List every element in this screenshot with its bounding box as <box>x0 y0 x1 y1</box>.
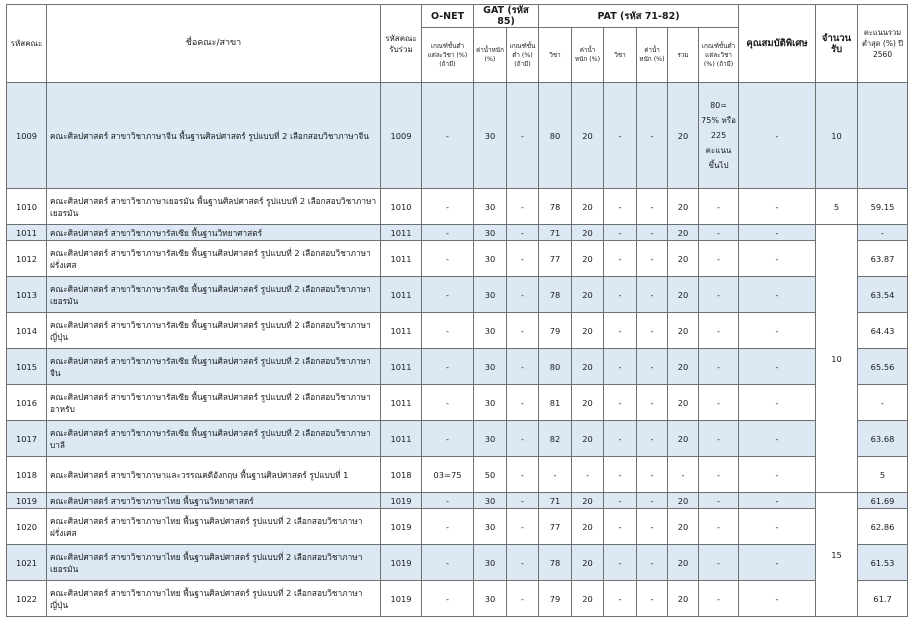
row-pat-total: 20 <box>668 83 699 189</box>
row-pat-total: 20 <box>668 385 699 421</box>
row-onet-min: - <box>422 225 474 241</box>
table-row <box>7 241 908 277</box>
row-pat-weight-1: 20 <box>572 509 604 545</box>
row-onet-min: - <box>422 545 474 581</box>
row-pat-min: - <box>699 545 739 581</box>
row-program-name: คณะศิลปศาสตร์ สาขาวิชาภาษาไทย พื้นฐานศิลปศาสตร์ รูปแบบที่ 2 เลือกสอบวิชาภาษาฝรั่งเศส <box>47 509 381 545</box>
row-pat-subject-1: 78 <box>539 189 572 225</box>
row-gat-weight: 30 <box>474 509 507 545</box>
row-code: 1013 <box>7 277 47 313</box>
table-row <box>7 493 908 509</box>
row-special: - <box>739 349 816 385</box>
row-pat-min: - <box>699 313 739 349</box>
row-code: 1019 <box>7 493 47 509</box>
row-pat-min: - <box>699 277 739 313</box>
row-pat-weight-1: 20 <box>572 545 604 581</box>
row-min-score: - <box>858 385 908 421</box>
header-pat-subject-1: วิชา <box>539 28 572 83</box>
row-pat-subject-2: - <box>604 385 637 421</box>
header-onet: O-NET <box>422 5 474 28</box>
row-seats: 10 <box>816 225 858 493</box>
table-row <box>7 277 908 313</box>
row-gat-weight: 30 <box>474 83 507 189</box>
row-gat-weight: 30 <box>474 313 507 349</box>
row-pat-weight-1: 20 <box>572 241 604 277</box>
row-special: - <box>739 241 816 277</box>
table-body <box>7 83 908 617</box>
row-min-score: 61.53 <box>858 545 908 581</box>
row-program-name: คณะศิลปศาสตร์ สาขาวิชาภาษารัสเซีย พื้นฐานศิลปศาสตร์ รูปแบบที่ 2 เลือกสอบวิชาภาษาอาหรับ <box>47 385 381 421</box>
row-pat-subject-2: - <box>604 349 637 385</box>
row-pat-min: - <box>699 241 739 277</box>
row-pat-subject-2: - <box>604 457 637 493</box>
row-pat-min: - <box>699 457 739 493</box>
row-joint-code: 1019 <box>381 545 422 581</box>
row-pat-subject-2: - <box>604 493 637 509</box>
header-pat-total: รวม <box>668 28 699 83</box>
table-row <box>7 545 908 581</box>
row-joint-code: 1019 <box>381 581 422 617</box>
row-pat-total: 20 <box>668 189 699 225</box>
row-pat-total: 20 <box>668 493 699 509</box>
row-joint-code: 1018 <box>381 457 422 493</box>
header-pat: PAT (รหัส 71-82) <box>539 5 739 28</box>
row-special: - <box>739 385 816 421</box>
row-gat-min: - <box>507 457 539 493</box>
row-special: - <box>739 225 816 241</box>
table-row <box>7 349 908 385</box>
row-pat-subject-2: - <box>604 421 637 457</box>
row-gat-weight: 30 <box>474 421 507 457</box>
row-pat-weight-2: - <box>637 83 668 189</box>
row-gat-weight: 30 <box>474 277 507 313</box>
row-gat-weight: 30 <box>474 241 507 277</box>
table-row <box>7 313 908 349</box>
row-special: - <box>739 277 816 313</box>
row-onet-min: - <box>422 83 474 189</box>
row-pat-subject-2: - <box>604 545 637 581</box>
row-gat-min: - <box>507 493 539 509</box>
row-min-score: 59.15 <box>858 189 908 225</box>
row-pat-weight-1: 20 <box>572 581 604 617</box>
table-row <box>7 421 908 457</box>
row-pat-subject-2: - <box>604 189 637 225</box>
row-pat-weight-2: - <box>637 493 668 509</box>
row-joint-code: 1011 <box>381 421 422 457</box>
row-pat-total: 20 <box>668 421 699 457</box>
row-gat-min: - <box>507 385 539 421</box>
row-onet-min: - <box>422 509 474 545</box>
header-min-score: คะแนนรวมต่ำสุด (%) ปี 2560 <box>858 5 908 83</box>
header-gat-min: เกณฑ์ขั้นต่ำ (%) (ถ้ามี) <box>507 28 539 83</box>
row-pat-weight-1: 20 <box>572 349 604 385</box>
row-gat-min: - <box>507 509 539 545</box>
row-min-score: 63.54 <box>858 277 908 313</box>
row-pat-weight-2: - <box>637 189 668 225</box>
row-joint-code: 1011 <box>381 349 422 385</box>
header-joint-code: รหัสคณะรับร่วม <box>381 5 422 83</box>
row-pat-subject-1: - <box>539 457 572 493</box>
row-gat-weight: 30 <box>474 493 507 509</box>
row-pat-subject-1: 71 <box>539 225 572 241</box>
row-pat-total: 20 <box>668 313 699 349</box>
row-pat-weight-1: 20 <box>572 385 604 421</box>
row-pat-weight-2: - <box>637 421 668 457</box>
header-seats: จำนวนรับ <box>816 5 858 83</box>
row-pat-weight-2: - <box>637 313 668 349</box>
row-pat-min: - <box>699 385 739 421</box>
row-code: 1021 <box>7 545 47 581</box>
row-pat-weight-2: - <box>637 509 668 545</box>
row-pat-subject-2: - <box>604 241 637 277</box>
table-row <box>7 225 908 241</box>
row-code: 1020 <box>7 509 47 545</box>
row-onet-min: - <box>422 385 474 421</box>
row-gat-min: - <box>507 225 539 241</box>
row-min-score: 65.56 <box>858 349 908 385</box>
row-program-name: คณะศิลปศาสตร์ สาขาวิชาภาษารัสเซีย พื้นฐานศิลปศาสตร์ รูปแบบที่ 2 เลือกสอบวิชาภาษาญี่ปุ่น <box>47 313 381 349</box>
admission-table <box>6 4 908 617</box>
row-pat-subject-1: 81 <box>539 385 572 421</box>
row-special: - <box>739 313 816 349</box>
row-code: 1011 <box>7 225 47 241</box>
row-code: 1016 <box>7 385 47 421</box>
row-pat-total: 20 <box>668 545 699 581</box>
table-row <box>7 581 908 617</box>
row-program-name: คณะศิลปศาสตร์ สาขาวิชาภาษารัสเซีย พื้นฐานศิลปศาสตร์ รูปแบบที่ 2 เลือกสอบวิชาภาษาฝรั่งเศส <box>47 241 381 277</box>
row-gat-min: - <box>507 581 539 617</box>
row-gat-min: - <box>507 313 539 349</box>
row-pat-total: 20 <box>668 509 699 545</box>
row-onet-min: - <box>422 241 474 277</box>
row-joint-code: 1011 <box>381 225 422 241</box>
row-pat-weight-2: - <box>637 349 668 385</box>
row-pat-subject-1: 80 <box>539 83 572 189</box>
row-pat-min: - <box>699 509 739 545</box>
row-onet-min: - <box>422 277 474 313</box>
row-min-score: 61.69 <box>858 493 908 509</box>
row-pat-subject-2: - <box>604 509 637 545</box>
header-pat-min: เกณฑ์ขั้นต่ำแต่ละวิชา (%) (ถ้ามี) <box>699 28 739 83</box>
row-min-score: 61.7 <box>858 581 908 617</box>
row-code: 1012 <box>7 241 47 277</box>
row-pat-min: - <box>699 225 739 241</box>
row-pat-min: - <box>699 189 739 225</box>
row-gat-weight: 30 <box>474 545 507 581</box>
row-pat-weight-1: 20 <box>572 493 604 509</box>
row-code: 1010 <box>7 189 47 225</box>
row-gat-min: - <box>507 83 539 189</box>
row-gat-min: - <box>507 277 539 313</box>
row-pat-weight-1: 20 <box>572 225 604 241</box>
row-joint-code: 1011 <box>381 313 422 349</box>
header-gat: GAT (รหัส 85) <box>474 5 539 28</box>
row-pat-subject-2: - <box>604 225 637 241</box>
row-program-name: คณะศิลปศาสตร์ สาขาวิชาภาษาไทย พื้นฐานศิลปศาสตร์ รูปแบบที่ 2 เลือกสอบวิชาภาษาเยอรมัน <box>47 545 381 581</box>
row-special: - <box>739 545 816 581</box>
table-row <box>7 457 908 493</box>
row-joint-code: 1019 <box>381 493 422 509</box>
row-gat-min: - <box>507 241 539 277</box>
table-row <box>7 509 908 545</box>
row-pat-weight-1: 20 <box>572 421 604 457</box>
header-code: รหัสคณะ <box>7 5 47 83</box>
row-gat-min: - <box>507 421 539 457</box>
row-code: 1014 <box>7 313 47 349</box>
row-code: 1015 <box>7 349 47 385</box>
row-joint-code: 1011 <box>381 277 422 313</box>
row-pat-subject-1: 82 <box>539 421 572 457</box>
row-pat-total: 20 <box>668 349 699 385</box>
row-pat-weight-2: - <box>637 545 668 581</box>
row-special: - <box>739 581 816 617</box>
row-program-name: คณะศิลปศาสตร์ สาขาวิชาภาษารัสเซีย พื้นฐานศิลปศาสตร์ รูปแบบที่ 2 เลือกสอบวิชาภาษาบาลี <box>47 421 381 457</box>
row-pat-subject-1: 71 <box>539 493 572 509</box>
row-program-name: คณะศิลปศาสตร์ สาขาวิชาภาษารัสเซีย พื้นฐานศิลปศาสตร์ รูปแบบที่ 2 เลือกสอบวิชาภาษาเยอรมัน <box>47 277 381 313</box>
row-code: 1009 <box>7 83 47 189</box>
row-pat-weight-2: - <box>637 225 668 241</box>
row-gat-weight: 30 <box>474 581 507 617</box>
header-name: ชื่อคณะ/สาขา <box>47 5 381 83</box>
row-special: - <box>739 421 816 457</box>
table-row <box>7 83 908 189</box>
table-row <box>7 189 908 225</box>
row-program-name: คณะศิลปศาสตร์ สาขาวิชาภาษารัสเซีย พื้นฐานศิลปศาสตร์ รูปแบบที่ 2 เลือกสอบวิชาภาษาจีน <box>47 349 381 385</box>
row-pat-weight-2: - <box>637 581 668 617</box>
row-pat-min: - <box>699 349 739 385</box>
row-joint-code: 1011 <box>381 385 422 421</box>
row-onet-min: 03=75 <box>422 457 474 493</box>
row-pat-total: - <box>668 457 699 493</box>
row-program-name: คณะศิลปศาสตร์ สาขาวิชาภาษาและวรรณคดีอังกฤษ พื้นฐานศิลปศาสตร์ รูปแบบที่ 1 <box>47 457 381 493</box>
header-special: คุณสมบัติพิเศษ <box>739 5 816 83</box>
row-program-name: คณะศิลปศาสตร์ สาขาวิชาภาษาเยอรมัน พื้นฐานศิลปศาสตร์ รูปแบบที่ 2 เลือกสอบวิชาภาษาเยอรมัน <box>47 189 381 225</box>
row-onet-min: - <box>422 581 474 617</box>
row-pat-subject-2: - <box>604 581 637 617</box>
row-code: 1018 <box>7 457 47 493</box>
admission-table-sheet <box>6 4 908 617</box>
row-onet-min: - <box>422 349 474 385</box>
row-pat-weight-2: - <box>637 385 668 421</box>
row-min-score: 63.68 <box>858 421 908 457</box>
row-program-name: คณะศิลปศาสตร์ สาขาวิชาภาษาไทย พื้นฐานวิทยาศาสตร์ <box>47 493 381 509</box>
row-min-score <box>858 83 908 189</box>
row-seats: 10 <box>816 83 858 189</box>
header-gat-weight: ค่าน้ำหนัก (%) <box>474 28 507 83</box>
header-onet-min: เกณฑ์ขั้นต่ำแต่ละวิชา (%) (ถ้ามี) <box>422 28 474 83</box>
row-joint-code: 1019 <box>381 509 422 545</box>
row-special: - <box>739 493 816 509</box>
row-pat-min: 80= 75% หรือ 225 คะแนน ขึ้นไป <box>699 83 739 189</box>
row-program-name: คณะศิลปศาสตร์ สาขาวิชาภาษาจีน พื้นฐานศิลปศาสตร์ รูปแบบที่ 2 เลือกสอบวิชาภาษาจีน <box>47 83 381 189</box>
row-pat-min: - <box>699 581 739 617</box>
header-pat-subject-2: วิชา <box>604 28 637 83</box>
row-special: - <box>739 457 816 493</box>
row-code: 1022 <box>7 581 47 617</box>
row-gat-weight: 30 <box>474 385 507 421</box>
row-code: 1017 <box>7 421 47 457</box>
row-joint-code: 1011 <box>381 241 422 277</box>
row-pat-subject-1: 77 <box>539 241 572 277</box>
row-program-name: คณะศิลปศาสตร์ สาขาวิชาภาษาไทย พื้นฐานศิลปศาสตร์ รูปแบบที่ 2 เลือกสอบวิชาภาษาญี่ปุ่น <box>47 581 381 617</box>
row-joint-code: 1010 <box>381 189 422 225</box>
row-gat-min: - <box>507 349 539 385</box>
row-pat-total: 20 <box>668 277 699 313</box>
row-joint-code: 1009 <box>381 83 422 189</box>
row-pat-min: - <box>699 421 739 457</box>
row-seats: 5 <box>816 189 858 225</box>
row-gat-weight: 30 <box>474 349 507 385</box>
row-onet-min: - <box>422 493 474 509</box>
header-pat-weight-2: ค่าน้ำหนัก (%) <box>637 28 668 83</box>
row-seats: 15 <box>816 493 858 617</box>
row-special: - <box>739 189 816 225</box>
row-pat-weight-1: 20 <box>572 313 604 349</box>
row-pat-weight-2: - <box>637 277 668 313</box>
row-pat-total: 20 <box>668 581 699 617</box>
row-seats: 5 <box>858 457 908 493</box>
row-pat-total: 20 <box>668 241 699 277</box>
row-gat-weight: 30 <box>474 189 507 225</box>
row-special: - <box>739 509 816 545</box>
row-gat-min: - <box>507 189 539 225</box>
row-pat-weight-1: 20 <box>572 277 604 313</box>
row-pat-weight-2: - <box>637 457 668 493</box>
header-pat-weight-1: ค่าน้ำหนัก (%) <box>572 28 604 83</box>
row-pat-subject-1: 79 <box>539 581 572 617</box>
row-pat-weight-1: 20 <box>572 83 604 189</box>
row-gat-weight: 30 <box>474 225 507 241</box>
row-min-score: - <box>858 225 908 241</box>
row-pat-total: 20 <box>668 225 699 241</box>
row-pat-weight-1: 20 <box>572 189 604 225</box>
row-onet-min: - <box>422 189 474 225</box>
row-special: - <box>739 83 816 189</box>
row-min-score: 62.86 <box>858 509 908 545</box>
row-onet-min: - <box>422 421 474 457</box>
row-pat-min: - <box>699 493 739 509</box>
row-pat-subject-1: 77 <box>539 509 572 545</box>
row-pat-weight-2: - <box>637 241 668 277</box>
row-onet-min: - <box>422 313 474 349</box>
table-row <box>7 385 908 421</box>
row-min-score: 64.43 <box>858 313 908 349</box>
row-pat-subject-2: - <box>604 83 637 189</box>
row-min-score: 63.87 <box>858 241 908 277</box>
row-pat-subject-2: - <box>604 277 637 313</box>
row-pat-subject-1: 78 <box>539 545 572 581</box>
row-pat-subject-1: 79 <box>539 313 572 349</box>
row-pat-subject-2: - <box>604 313 637 349</box>
row-gat-min: - <box>507 545 539 581</box>
row-pat-subject-1: 80 <box>539 349 572 385</box>
row-program-name: คณะศิลปศาสตร์ สาขาวิชาภาษารัสเซีย พื้นฐานวิทยาศาสตร์ <box>47 225 381 241</box>
row-pat-subject-1: 78 <box>539 277 572 313</box>
row-gat-weight: 50 <box>474 457 507 493</box>
row-pat-weight-1: - <box>572 457 604 493</box>
